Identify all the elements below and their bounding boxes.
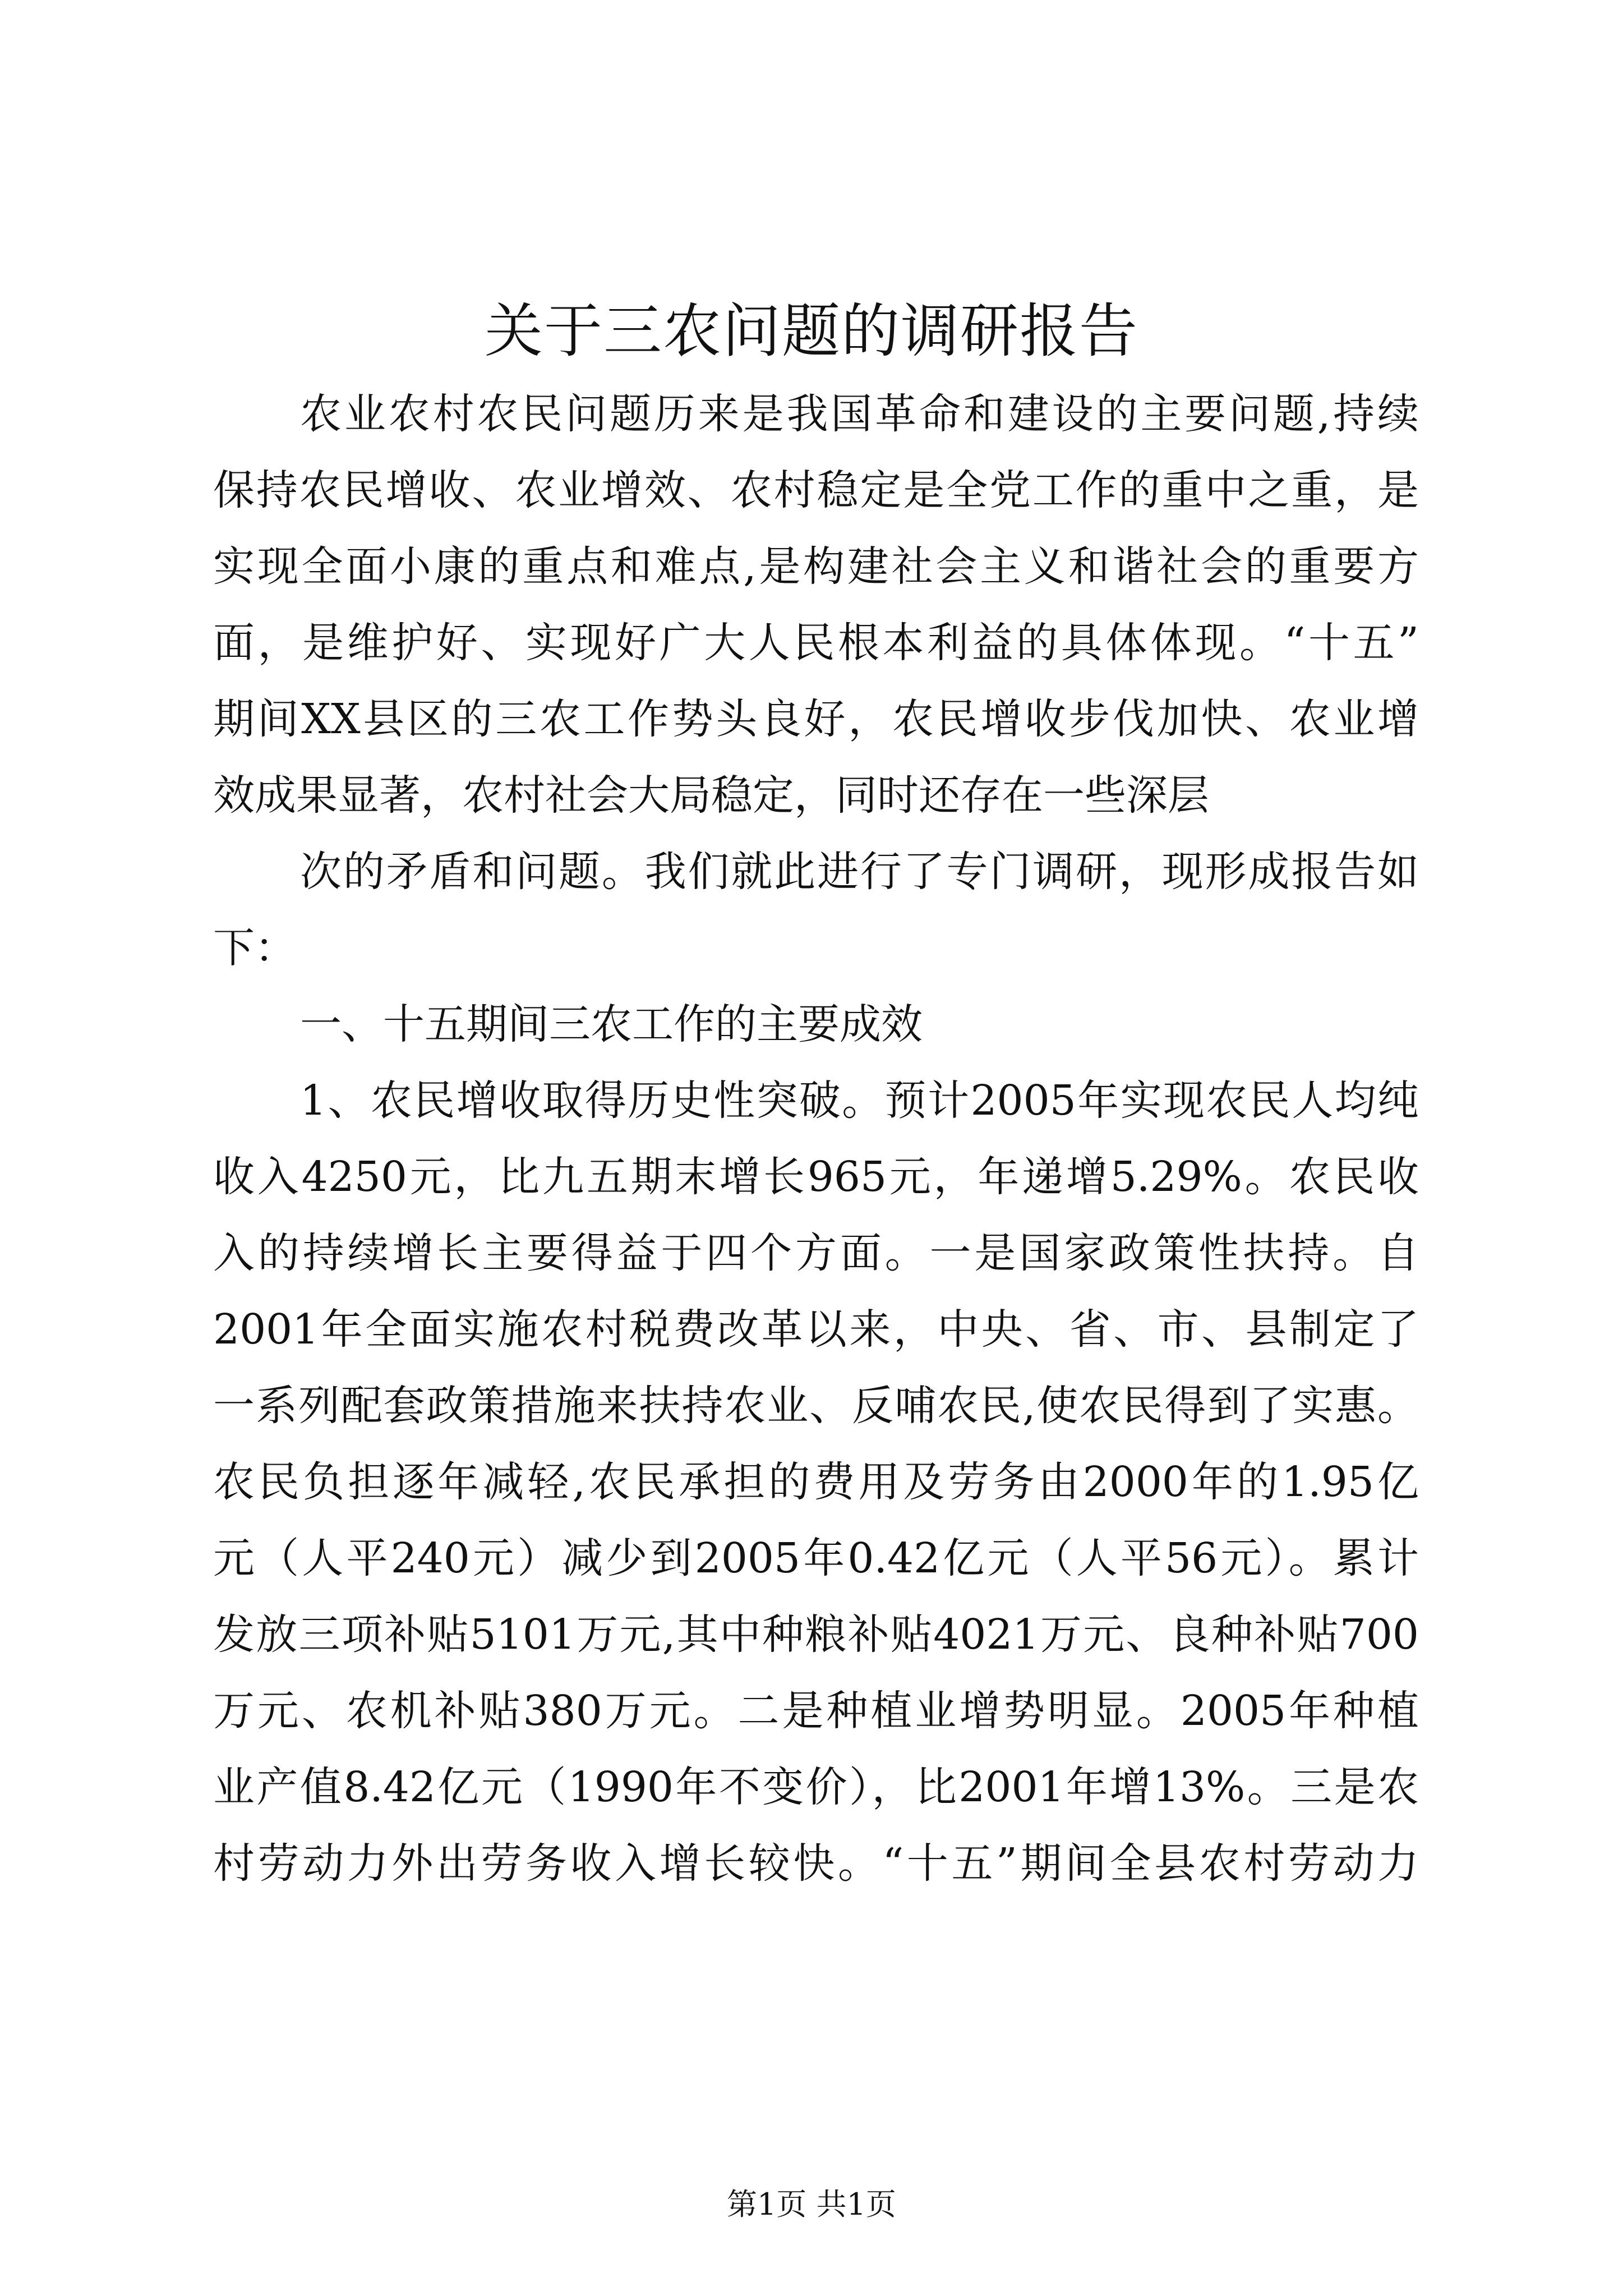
text-line: 发放三项补贴5101万元,其中种粮补贴4021万元、良种补贴700 bbox=[213, 1611, 1419, 1659]
text-line: 实现全面小康的重点和难点,是构建社会主义和谐社会的重要方 bbox=[213, 542, 1419, 591]
text-line: 面，是维护好、实现好广大人民根本利益的具体体现。“十五” bbox=[213, 619, 1419, 667]
section-heading: 一、十五期间三农工作的主要成效 bbox=[300, 1000, 923, 1048]
text-line: 1、农民增收取得历史性突破。预计2005年实现农民人均纯 bbox=[300, 1076, 1419, 1125]
text-line: 次的矛盾和问题。我们就此进行了专门调研，现形成报告如 bbox=[300, 848, 1419, 896]
text-line: 一系列配套政策措施来扶持农业、反哺农民,使农民得到了实惠。 bbox=[213, 1382, 1419, 1430]
text-line: 万元、农机补贴380万元。二是种植业增势明显。2005年种植 bbox=[213, 1687, 1419, 1735]
text-line: 元（人平240元）减少到2005年0.42亿元（人平56元）。累计 bbox=[213, 1534, 1419, 1582]
text-line: 保持农民增收、农业增效、农村稳定是全党工作的重中之重，是 bbox=[213, 466, 1419, 514]
text-line: 下： bbox=[213, 924, 296, 972]
document-title: 关于三农问题的调研报告 bbox=[484, 297, 1138, 365]
page-number-footer: 第1页 共1页 bbox=[727, 2187, 896, 2222]
text-line: 农民负担逐年减轻,农民承担的费用及劳务由2000年的1.95亿 bbox=[213, 1458, 1419, 1506]
text-line: 效成果显著，农村社会大局稳定，同时还存在一些深层 bbox=[213, 771, 1209, 820]
text-line: 村劳动力外出劳务收入增长较快。“十五”期间全县农村劳动力 bbox=[213, 1839, 1419, 1888]
text-line: 期间XX县区的三农工作势头良好，农民增收步伐加快、农业增 bbox=[213, 695, 1419, 743]
text-line: 入的持续增长主要得益于四个方面。一是国家政策性扶持。自 bbox=[213, 1229, 1419, 1277]
text-line: 2001年全面实施农村税费改革以来，中央、省、市、县制定了 bbox=[213, 1305, 1419, 1354]
document-body bbox=[213, 376, 1419, 1902]
text-line: 农业农村农民问题历来是我国革命和建设的主要问题,持续 bbox=[300, 390, 1419, 438]
text-line: 收入4250元，比九五期末增长965元，年递增5.29%。农民收 bbox=[213, 1153, 1419, 1201]
text-line: 业产值8.42亿元（1990年不变价），比2001年增13%。三是农 bbox=[213, 1763, 1419, 1811]
